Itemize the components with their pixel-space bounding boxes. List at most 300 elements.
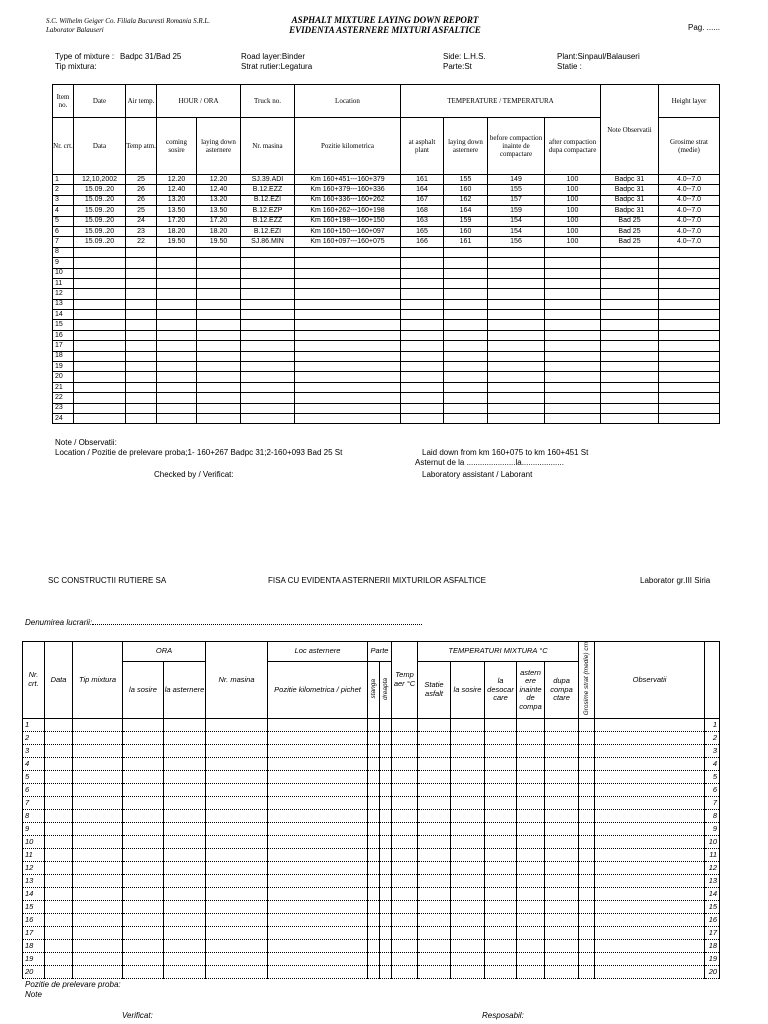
cell-height: 4.0--7.0	[659, 226, 720, 236]
cell-note: Bad 25	[601, 237, 659, 247]
cell-empty	[401, 341, 444, 351]
form-cell-empty	[485, 913, 517, 926]
f-header-dreapta	[380, 662, 392, 719]
form-cell-empty	[418, 718, 451, 731]
form-cell-empty	[418, 939, 451, 952]
cell-empty	[126, 268, 157, 278]
cell-empty	[295, 351, 401, 361]
cell-empty	[444, 372, 488, 382]
cell-nr: 22	[53, 393, 74, 403]
form-cell-empty	[485, 770, 517, 783]
company-lab: Laborator Balauseri	[46, 26, 104, 34]
header-before: before compaction inainte de compactare	[488, 118, 545, 175]
cell-empty	[545, 278, 601, 288]
side: Side: L.H.S.	[443, 52, 486, 61]
cell-empty	[659, 299, 720, 309]
form-cell-empty	[123, 783, 164, 796]
cell-empty	[197, 413, 241, 423]
cell-coming: 12.20	[157, 175, 197, 185]
form-cell-empty	[579, 965, 595, 978]
form-row	[23, 744, 720, 757]
form-cell-empty	[73, 874, 123, 887]
table-row-empty	[53, 413, 720, 423]
form-cell-empty	[595, 913, 705, 926]
cell-empty	[241, 382, 295, 392]
form-cell-nr-right: 8	[705, 809, 720, 822]
cell-empty	[601, 247, 659, 257]
form-cell-empty	[268, 939, 368, 952]
cell-empty	[157, 247, 197, 257]
cell-location: Km 160+150---160+097	[295, 226, 401, 236]
form-cell-empty	[164, 783, 206, 796]
form-cell-empty	[206, 796, 268, 809]
cell-t-plant: 166	[401, 237, 444, 247]
form-cell-empty	[595, 952, 705, 965]
cell-empty	[659, 310, 720, 320]
form-cell-empty	[380, 900, 392, 913]
cell-empty	[545, 403, 601, 413]
form-cell-empty	[485, 796, 517, 809]
form-cell-nr: 9	[23, 822, 45, 835]
form-cell-empty	[206, 822, 268, 835]
cell-nr: 19	[53, 362, 74, 372]
form-row	[23, 718, 720, 731]
form-cell-empty	[579, 822, 595, 835]
form-cell-empty	[451, 835, 485, 848]
cell-nr: 16	[53, 330, 74, 340]
cell-t-lay: 160	[444, 185, 488, 195]
form-cell-empty	[392, 718, 418, 731]
f-header-tip-mixtura: Tip mixtura	[73, 642, 123, 719]
form-cell-empty	[418, 796, 451, 809]
cell-t-plant: 167	[401, 195, 444, 205]
cell-empty	[295, 330, 401, 340]
form-cell-empty	[73, 718, 123, 731]
form-row	[23, 783, 720, 796]
form-cell-empty	[392, 744, 418, 757]
form-cell-empty	[164, 718, 206, 731]
cell-nr: 3	[53, 195, 74, 205]
form-cell-empty	[123, 757, 164, 770]
form-cell-empty	[45, 783, 73, 796]
cell-truck: B.12.EZZ	[241, 216, 295, 226]
cell-empty	[241, 330, 295, 340]
f-header-dupa: dupa compa ctare	[545, 662, 579, 719]
form-cell-empty	[517, 796, 545, 809]
form-cell-empty	[418, 887, 451, 900]
form-cell-empty	[164, 744, 206, 757]
header-grosime: Grosime strat (medie)	[659, 118, 720, 175]
form-cell-empty	[517, 783, 545, 796]
cell-before: 154	[488, 216, 545, 226]
cell-empty	[488, 320, 545, 330]
form-cell-empty	[45, 926, 73, 939]
form-cell-empty	[595, 809, 705, 822]
report-title-en: ASPHALT MIXTURE LAYING DOWN REPORT	[291, 15, 479, 25]
form-cell-empty	[485, 900, 517, 913]
form-cell-empty	[517, 913, 545, 926]
form-cell-empty	[418, 809, 451, 822]
cell-air: 26	[126, 185, 157, 195]
form-cell-empty	[418, 874, 451, 887]
form-cell-empty	[392, 809, 418, 822]
cell-empty	[545, 299, 601, 309]
table-row-empty	[53, 403, 720, 413]
cell-empty	[157, 299, 197, 309]
cell-t-lay: 164	[444, 206, 488, 216]
form-cell-empty	[595, 900, 705, 913]
cell-empty	[659, 320, 720, 330]
form-cell-empty	[517, 744, 545, 757]
cell-empty	[401, 403, 444, 413]
cell-before: 159	[488, 206, 545, 216]
form-cell-empty	[368, 939, 380, 952]
table-row-empty	[53, 362, 720, 372]
form-cell-empty	[392, 731, 418, 744]
cell-empty	[126, 330, 157, 340]
cell-nr: 21	[53, 382, 74, 392]
form-cell-empty	[123, 718, 164, 731]
cell-empty	[488, 289, 545, 299]
form-cell-empty	[485, 939, 517, 952]
verificat: Verificat:	[122, 1011, 153, 1020]
form-cell-empty	[368, 822, 380, 835]
form-cell-empty	[164, 952, 206, 965]
form-cell-empty	[164, 809, 206, 822]
cell-empty	[444, 268, 488, 278]
form-cell-empty	[123, 731, 164, 744]
form-cell-empty	[418, 848, 451, 861]
form-cell-empty	[45, 744, 73, 757]
cell-empty	[157, 372, 197, 382]
cell-empty	[659, 278, 720, 288]
cell-nr: 1	[53, 175, 74, 185]
form-cell-empty	[392, 783, 418, 796]
form-cell-empty	[164, 835, 206, 848]
cell-empty	[241, 351, 295, 361]
cell-nr: 14	[53, 310, 74, 320]
form-cell-empty	[595, 887, 705, 900]
form-cell-empty	[123, 913, 164, 926]
cell-empty	[126, 278, 157, 288]
form-cell-empty	[418, 952, 451, 965]
form-cell-empty	[73, 731, 123, 744]
form-cell-empty	[380, 887, 392, 900]
cell-empty	[126, 403, 157, 413]
cell-empty	[401, 330, 444, 340]
cell-empty	[197, 310, 241, 320]
form-cell-empty	[268, 744, 368, 757]
form-cell-empty	[579, 757, 595, 770]
form-cell-empty	[268, 796, 368, 809]
form-cell-empty	[45, 913, 73, 926]
form-cell-empty	[451, 731, 485, 744]
form-cell-empty	[73, 757, 123, 770]
form-cell-empty	[595, 731, 705, 744]
form-cell-empty	[380, 718, 392, 731]
cell-empty	[659, 289, 720, 299]
form-cell-nr: 1	[23, 718, 45, 731]
cell-empty	[488, 278, 545, 288]
form-cell-empty	[392, 770, 418, 783]
cell-height: 4.0--7.0	[659, 216, 720, 226]
cell-empty	[74, 403, 126, 413]
f-header-loc-asternere: Loc asternere	[268, 642, 368, 662]
header-date: Date	[74, 85, 126, 118]
form-cell-empty	[206, 952, 268, 965]
table-row-empty	[53, 330, 720, 340]
f-header-data: Data	[45, 642, 73, 719]
form-cell-empty	[517, 718, 545, 731]
form-cell-empty	[392, 887, 418, 900]
cell-nr: 8	[53, 247, 74, 257]
cell-empty	[74, 330, 126, 340]
cell-empty	[241, 258, 295, 268]
cell-empty	[444, 278, 488, 288]
form-cell-empty	[595, 874, 705, 887]
cell-empty	[601, 393, 659, 403]
form-cell-empty	[368, 874, 380, 887]
cell-empty	[157, 320, 197, 330]
cell-empty	[157, 289, 197, 299]
form-row	[23, 835, 720, 848]
form-row	[23, 887, 720, 900]
form-cell-empty	[206, 926, 268, 939]
cell-empty	[197, 278, 241, 288]
cell-laying: 17.20	[197, 216, 241, 226]
form-cell-empty	[545, 887, 579, 900]
table-row	[53, 175, 720, 185]
form-cell-empty	[545, 770, 579, 783]
form-cell-empty	[164, 874, 206, 887]
cell-nr: 24	[53, 413, 74, 423]
form-cell-empty	[545, 861, 579, 874]
form-cell-empty	[451, 796, 485, 809]
cell-empty	[295, 278, 401, 288]
cell-empty	[659, 330, 720, 340]
form-cell-empty	[206, 874, 268, 887]
note-label: Note / Observatii:	[55, 438, 117, 447]
form-cell-empty	[485, 848, 517, 861]
form-cell-empty	[485, 861, 517, 874]
type-of-mixture-label: Type of mixture :	[55, 52, 115, 61]
form-cell-empty	[545, 913, 579, 926]
form-cell-empty	[579, 770, 595, 783]
cell-height: 4.0--7.0	[659, 185, 720, 195]
form-cell-empty	[368, 861, 380, 874]
form-cell-empty	[517, 835, 545, 848]
form-cell-empty	[579, 835, 595, 848]
form-cell-empty	[123, 848, 164, 861]
cell-empty	[401, 258, 444, 268]
cell-t-lay: 159	[444, 216, 488, 226]
strat-rutier: Strat rutier:Legatura	[241, 62, 313, 71]
form-cell-empty	[164, 926, 206, 939]
location-sampling: Location / Pozitie de prelevare proba;1- 160+267 Badpc 31;2-160+093 Bad 25 St	[55, 448, 343, 457]
form-cell-empty	[451, 887, 485, 900]
cell-empty	[241, 403, 295, 413]
form-cell-empty	[73, 796, 123, 809]
cell-empty	[601, 372, 659, 382]
cell-t-plant: 163	[401, 216, 444, 226]
form-cell-empty	[206, 900, 268, 913]
cell-empty	[444, 247, 488, 257]
cell-nr: 12	[53, 289, 74, 299]
form-cell-empty	[418, 861, 451, 874]
table-row-empty	[53, 341, 720, 351]
form-cell-empty	[485, 887, 517, 900]
form-cell-empty	[206, 718, 268, 731]
cell-empty	[74, 320, 126, 330]
form-cell-empty	[123, 874, 164, 887]
form-cell-nr: 20	[23, 965, 45, 978]
cell-empty	[444, 362, 488, 372]
form-cell-empty	[485, 718, 517, 731]
cell-empty	[601, 351, 659, 361]
form-cell-empty	[451, 926, 485, 939]
form-cell-empty	[164, 822, 206, 835]
cell-empty	[74, 299, 126, 309]
cell-nr: 20	[53, 372, 74, 382]
cell-empty	[126, 341, 157, 351]
form-cell-empty	[579, 952, 595, 965]
form-cell-empty	[368, 783, 380, 796]
form-cell-empty	[206, 757, 268, 770]
table-row	[53, 226, 720, 236]
form-cell-nr-right: 11	[705, 848, 720, 861]
cell-laying: 12.20	[197, 175, 241, 185]
form-cell-empty	[595, 822, 705, 835]
f-header-t-sosire: la sosire	[451, 662, 485, 719]
table-row-empty	[53, 268, 720, 278]
cell-empty	[241, 413, 295, 423]
form-title: FISA CU EVIDENTA ASTERNERII MIXTURILOR ASFALTICE	[268, 576, 486, 585]
cell-empty	[74, 362, 126, 372]
header-hour: HOUR / ORA	[157, 85, 241, 118]
cell-empty	[197, 268, 241, 278]
form-cell-empty	[123, 822, 164, 835]
form-cell-empty	[392, 757, 418, 770]
form-cell-empty	[206, 848, 268, 861]
form-cell-empty	[418, 965, 451, 978]
form-cell-empty	[45, 718, 73, 731]
cell-empty	[197, 258, 241, 268]
form-cell-empty	[545, 874, 579, 887]
cell-note: Bad 25	[601, 216, 659, 226]
form-cell-nr-right: 10	[705, 835, 720, 848]
form-cell-nr-right: 19	[705, 952, 720, 965]
cell-empty	[601, 278, 659, 288]
form-cell-empty	[485, 744, 517, 757]
form-cell-empty	[368, 913, 380, 926]
cell-empty	[295, 372, 401, 382]
table-row-empty	[53, 372, 720, 382]
form-cell-empty	[45, 874, 73, 887]
form-cell-empty	[268, 718, 368, 731]
form-cell-empty	[418, 835, 451, 848]
form-cell-empty	[595, 757, 705, 770]
form-cell-nr: 5	[23, 770, 45, 783]
cell-empty	[444, 403, 488, 413]
form-cell-empty	[517, 965, 545, 978]
cell-height: 4.0--7.0	[659, 195, 720, 205]
form-cell-empty	[268, 731, 368, 744]
form-cell-empty	[268, 783, 368, 796]
cell-empty	[401, 362, 444, 372]
parte: Parte:St	[443, 62, 472, 71]
form-cell-nr-right: 2	[705, 731, 720, 744]
form-cell-empty	[123, 809, 164, 822]
form-cell-empty	[380, 757, 392, 770]
cell-nr: 10	[53, 268, 74, 278]
form-cell-empty	[380, 939, 392, 952]
denumirea-text: Denumirea lucrarii:	[25, 618, 93, 627]
form-cell-empty	[73, 926, 123, 939]
form-cell-empty	[206, 809, 268, 822]
form-cell-empty	[579, 861, 595, 874]
table-row-empty	[53, 299, 720, 309]
cell-empty	[545, 351, 601, 361]
form-cell-empty	[545, 965, 579, 978]
form-row	[23, 874, 720, 887]
form-cell-empty	[392, 796, 418, 809]
form-cell-empty	[123, 952, 164, 965]
cell-empty	[74, 351, 126, 361]
cell-empty	[241, 393, 295, 403]
form-cell-empty	[579, 796, 595, 809]
form-cell-empty	[595, 718, 705, 731]
cell-location: Km 160+198---160+150	[295, 216, 401, 226]
form-cell-empty	[268, 952, 368, 965]
cell-empty	[444, 330, 488, 340]
form-cell-empty	[164, 861, 206, 874]
form-cell-empty	[73, 744, 123, 757]
cell-date: 15.09..20	[74, 226, 126, 236]
form-cell-nr: 3	[23, 744, 45, 757]
cell-nr: 9	[53, 258, 74, 268]
asternut-range: Asternut de la ......................la...................	[415, 458, 564, 467]
cell-empty	[401, 247, 444, 257]
table-row-empty	[53, 258, 720, 268]
form-cell-empty	[268, 861, 368, 874]
cell-truck: B.12.EZP	[241, 206, 295, 216]
form-cell-empty	[206, 861, 268, 874]
form-cell-empty	[545, 731, 579, 744]
cell-empty	[157, 403, 197, 413]
form-cell-empty	[418, 822, 451, 835]
cell-t-lay: 162	[444, 195, 488, 205]
form-cell-empty	[579, 783, 595, 796]
form-row	[23, 822, 720, 835]
form-cell-nr: 11	[23, 848, 45, 861]
cell-empty	[545, 258, 601, 268]
form-cell-empty	[392, 952, 418, 965]
form-row	[23, 952, 720, 965]
cell-empty	[157, 268, 197, 278]
cell-coming: 17.20	[157, 216, 197, 226]
form-cell-empty	[579, 913, 595, 926]
table-row-empty	[53, 289, 720, 299]
form-cell-empty	[517, 731, 545, 744]
header-temp-atm: Temp atm.	[126, 118, 157, 175]
f-header-pozitie: Pozitie kilometrica / pichet	[268, 662, 368, 719]
cell-empty	[74, 310, 126, 320]
cell-laying: 12.40	[197, 185, 241, 195]
form-cell-nr: 10	[23, 835, 45, 848]
cell-empty	[488, 372, 545, 382]
form-cell-empty	[418, 744, 451, 757]
form-row	[23, 965, 720, 978]
